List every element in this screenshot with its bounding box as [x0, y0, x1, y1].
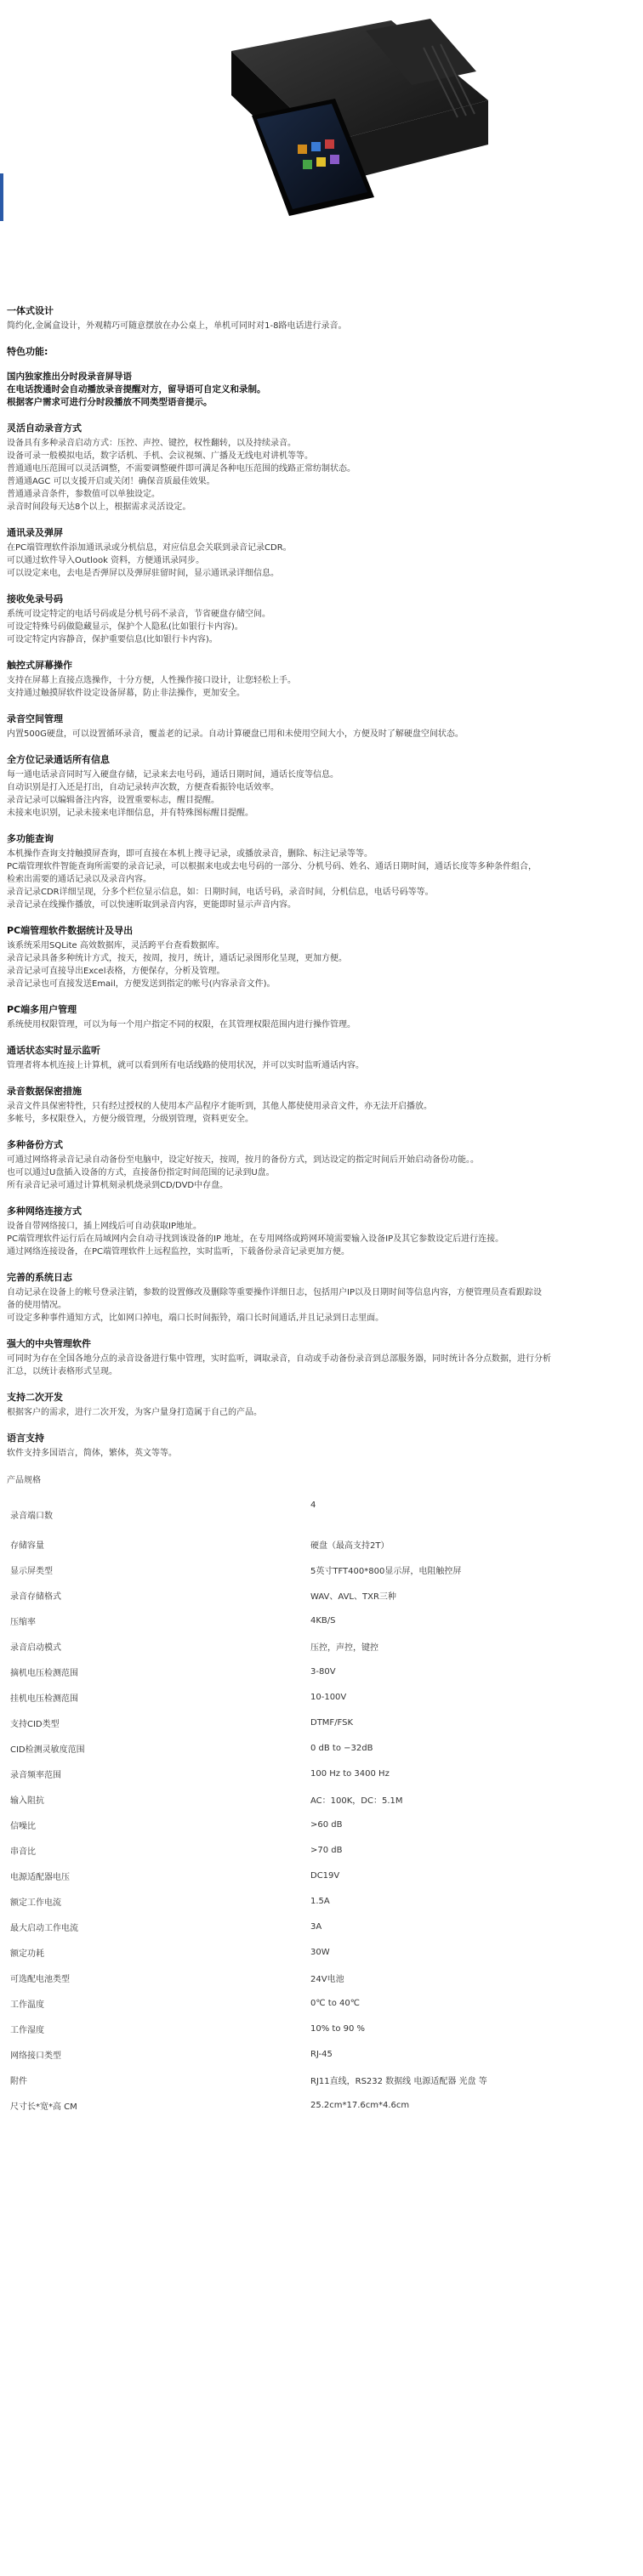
section-line: 根据客户的需求，进行二次开发，为客户量身打造属于自己的产品。: [7, 1408, 262, 1417]
section-line: 录音记录也可直接发送Email，方便发送到指定的帐号(内容录音文件)。: [7, 979, 276, 989]
spec-row: [7, 1497, 638, 1531]
section-line: 软件支持多国语言，简体，繁体，英文等等。: [7, 1449, 177, 1458]
section-line: 录音时间段每天达8个以上，根据需求灵活设定。: [7, 502, 191, 512]
highlight-line: 根据客户需求可进行分时段播放不同类型语音提示。: [7, 397, 213, 407]
spec-row: [7, 1684, 638, 1710]
section-heading: 触控式屏幕操作: [7, 660, 72, 671]
section-heading: 多种备份方式: [7, 1139, 63, 1150]
spec-row: [7, 2092, 638, 2118]
spec-key: 输入阻抗: [10, 1796, 44, 1806]
section-line: 可设定特殊号码做隐藏显示，保护个人隐私(比如银行卡内容)。: [7, 622, 243, 632]
spec-key: 录音启动模式: [10, 1643, 61, 1653]
feature-section: [7, 1337, 638, 1378]
feature-section: [7, 1138, 638, 1192]
spec-key: 存储容量: [10, 1540, 44, 1551]
spec-row: [7, 1735, 638, 1761]
section-line: PC端管理软件智能查询所需要的录音记录，可以根据来电或去电号码的一部分、分机号码、姓名、通话日期时间，通话长度等多种条件组合，: [7, 862, 538, 871]
section-line: 简约化,金属盒设计，外观精巧可随意摆放在办公桌上，单机可同时对1-8路电话进行录音。: [7, 321, 347, 331]
section-heading: PC端管理软件数据统计及导出: [7, 925, 134, 936]
spec-row: [7, 1786, 638, 1812]
spec-key: 附件: [10, 2076, 27, 2086]
highlight-line: 国内独家推出分时段录音屏导语: [7, 372, 132, 382]
section-heading: 语言支持: [7, 1433, 44, 1444]
spec-value: 硬盘（最高支持2T）: [310, 1540, 390, 1551]
spec-row: [7, 1837, 638, 1863]
section-line: 录音记录可直接导出Excel表格，方便保存，分析及管理。: [7, 967, 225, 976]
feature-section: [7, 1391, 638, 1419]
spec-value: AC：100K，DC：5.1M: [310, 1796, 403, 1806]
section-heading: 录音数据保密措施: [7, 1086, 82, 1097]
spec-key: 支持CID类型: [10, 1719, 60, 1729]
section-line: 检索出需要的通话记录以及录音内容。: [7, 875, 151, 884]
feature-section: [7, 345, 638, 358]
section-line: 可以设定来电，去电是否弹屏以及弹屏驻留时间，显示通讯录详细信息。: [7, 569, 279, 578]
spec-value: 100 Hz to 3400 Hz: [310, 1768, 390, 1779]
section-line: 普通通电压范围可以灵活调整，不需要调整硬件即可满足各种电压范围的线路正常纺制状态。: [7, 464, 356, 474]
section-line: 普通通录音条件，参数值可以单独设定。: [7, 490, 160, 499]
section-heading: 接收免录号码: [7, 593, 63, 604]
section-line: 在PC端管理软件添加通讯录或分机信息，对应信息会关联到录音记录CDR。: [7, 543, 292, 553]
section-heading: PC端多用户管理: [7, 1004, 77, 1015]
spec-row: [7, 1863, 638, 1888]
feature-section: [7, 1044, 638, 1072]
section-heading: 通讯录及弹屏: [7, 527, 63, 538]
spec-row: [7, 2016, 638, 2041]
spec-key: 挂机电压检测范围: [10, 1694, 78, 1704]
section-line: 多帐号，多权限登入，方便分级管理，分级别管理，资料更安全。: [7, 1115, 253, 1124]
spec-row: [7, 1990, 638, 2016]
spec-key: 尺寸长*宽*高 CM: [10, 2102, 77, 2112]
section-line: 录音记录CDR详细呈现，分多个栏位显示信息，如：日期时间，电话号码，录音时间，分机信息，电话号码等等。: [7, 888, 434, 897]
spec-key: 网络接口类型: [10, 2051, 61, 2061]
spec-row: [7, 1914, 638, 1939]
spec-value: 30W: [310, 1947, 330, 1957]
spec-value: RJ11直线，RS232 数据线 电源适配器 光盘 等: [310, 2076, 487, 2086]
section-line: 设备自带网络接口，插上网线后可自动获取IP地址。: [7, 1222, 202, 1231]
section-line: 支持在屏幕上直接点选操作，十分方便，人性操作接口设计，让您轻松上手。: [7, 676, 296, 685]
spec-value: 1.5A: [310, 1896, 330, 1906]
spec-key: 最大启动工作电流: [10, 1923, 78, 1933]
feature-section: [7, 1085, 638, 1126]
section-line: 系统使用权限管理，可以为每一个用户指定不同的权限，在其管理权限范围内进行操作管理。: [7, 1020, 356, 1030]
highlight-line: 在电话拨通时会自动播放录音提醒对方，留导语可自定义和录制。: [7, 384, 266, 394]
spec-key: 摘机电压检测范围: [10, 1668, 78, 1678]
spec-key: 工作温度: [10, 2000, 44, 2010]
spec-key: 电源适配器电压: [10, 1872, 70, 1882]
spec-value: 4: [310, 1501, 316, 1510]
section-line: 普通通AGC 可以支援开启或关闭！确保音质最佳效果。: [7, 477, 215, 486]
section-heading: 灵活自动录音方式: [7, 423, 82, 434]
feature-sections: [7, 304, 638, 1460]
section-line: 内置500G硬盘，可以设置循环录音，覆盖老的记录。自动计算硬盘已用和未使用空间大小，方便及时了解硬盘空间状态。: [7, 729, 464, 739]
spec-value: 5英寸TFT400*800显示屏，电阻触控屏: [310, 1566, 462, 1576]
section-line: 自动识别是打入还是打出，自动记录转声次数，方便查看振铃电话效率。: [7, 783, 279, 792]
product-description: [7, 304, 638, 2118]
section-line: 管理者将本机连接上计算机，就可以看到所有电话线路的使用状况，并可以实时监听通话内容。: [7, 1061, 364, 1070]
spec-row: [7, 1557, 638, 1582]
section-heading: 全方位记录通话所有信息: [7, 754, 110, 765]
spec-key: 额定工作电流: [10, 1898, 61, 1908]
section-line: 自动记录在设备上的帐号登录注销，参数的设置修改及删除等重要操作详细日志，包括用户IP以及日期时间等信息内容，方便管理员查看跟踪设: [7, 1288, 542, 1297]
section-line: 也可以通过U盘插入设备的方式，直接备份指定时间范围的记录到U盘。: [7, 1168, 275, 1177]
spec-value: 压控，声控，键控: [310, 1643, 378, 1653]
spec-row: [7, 1812, 638, 1837]
section-heading: 特色功能:: [7, 346, 48, 357]
feature-section: [7, 1003, 638, 1031]
section-line: 设备可录一般模拟电话，数字话机、手机、会议视频、广播及无线电对讲机等等。: [7, 451, 313, 461]
spec-value: 4KB/S: [310, 1615, 336, 1626]
spec-row: [7, 1582, 638, 1608]
spec-value: DC19V: [310, 1870, 340, 1881]
spec-value: 25.2cm*17.6cm*4.6cm: [310, 2100, 410, 2110]
feature-section: [7, 1205, 638, 1258]
section-line: 支持通过触摸屏软件设定设备屏幕，防止非法操作，更加安全。: [7, 689, 245, 698]
section-line: 备的使用情况。: [7, 1301, 66, 1310]
spec-value: 24V电池: [310, 1974, 344, 1984]
specs-title: 产品规格: [7, 1476, 41, 1485]
spec-key: 录音端口数: [10, 1511, 53, 1521]
spec-key: CID检测灵敏度范围: [10, 1745, 85, 1755]
section-line: PC端管理软件运行后在局域网内会自动寻找到该设备的IP 地址，在专用网络或跨网环境需要输入设备IP及其它参数设定后进行连接。: [7, 1234, 504, 1244]
feature-section: [7, 659, 638, 700]
feature-section: [7, 832, 638, 911]
section-heading: 强大的中央管理软件: [7, 1338, 91, 1349]
spec-row: [7, 1608, 638, 1633]
spec-value: >70 dB: [310, 1845, 343, 1855]
spec-key: 串音比: [10, 1847, 36, 1857]
section-line: 未接来电识别，记录未接来电详细信息，并有特殊图标醒目提醒。: [7, 809, 253, 818]
spec-row: [7, 1939, 638, 1965]
spec-value: 3-80V: [310, 1666, 336, 1677]
feature-section: [7, 712, 638, 740]
section-line: 通过网络连接设备，在PC端管理软件上远程监控，实时监听，下载备份录音记录更加方便。: [7, 1247, 350, 1257]
spec-value: 10% to 90 %: [310, 2023, 366, 2034]
spec-key: 录音存储格式: [10, 1592, 61, 1602]
section-line: 该系统采用SQLite 高效数据库，灵活跨平台查看数据库。: [7, 941, 225, 950]
spec-key: 工作湿度: [10, 2025, 44, 2035]
section-line: 本机操作查询支持触摸屏查询，即可直接在本机上搜寻记录，或播放录音，删除、标注记录等等。: [7, 849, 373, 859]
spec-value: 3A: [310, 1921, 322, 1932]
spec-key: 可选配电池类型: [10, 1974, 70, 1984]
spec-value: RJ-45: [310, 2049, 333, 2059]
section-line: 设备具有多种录音启动方式：压控、声控、键控，权性翻转，以及持续录音。: [7, 439, 296, 448]
section-line: 录音文件具保密特性，只有经过授权的人使用本产品程序才能听到，其他人都使使用录音文件，亦无法开启播放。: [7, 1102, 432, 1111]
spec-row: [7, 1710, 638, 1735]
feature-section: [7, 304, 638, 332]
spec-key: 压缩率: [10, 1617, 36, 1627]
spec-table: [7, 1497, 638, 2118]
feature-section: [7, 593, 638, 646]
spec-value: WAV、AVL、TXR三种: [310, 1592, 396, 1602]
section-line: 可同时为存在全国各地分点的录音设备进行集中管理，实时监听，调取录音，自动或手动备份录音到总部服务器，同时统计各分点数据，进行分析: [7, 1354, 551, 1364]
section-line: 汇总，以统计表格形式呈现。: [7, 1367, 117, 1376]
spec-row: [7, 2041, 638, 2067]
feature-section: [7, 1432, 638, 1460]
spec-value: >60 dB: [310, 1819, 343, 1830]
spec-key: 显示屏类型: [10, 1566, 53, 1576]
section-heading: 一体式设计: [7, 305, 54, 316]
section-line: 录音记录在线操作播放，可以快速听取到录音内容，更能即时显示声音内容。: [7, 900, 296, 910]
spec-row: [7, 1659, 638, 1684]
feature-section: [7, 753, 638, 820]
spec-value: 0 dB to −32dB: [310, 1743, 373, 1753]
spec-row: [7, 1965, 638, 1990]
feature-section: [7, 422, 638, 513]
spec-row: [7, 2067, 638, 2092]
section-heading: 通话状态实时显示监听: [7, 1045, 100, 1056]
section-line: 可以通过软件导入Outlook 资料，方便通讯录同步。: [7, 556, 205, 565]
section-line: 可设定特定内容静音，保护重要信息(比如银行卡内容)。: [7, 635, 218, 644]
section-line: 所有录音记录可通过计算机刻录机烧录到CD/DVD中存盘。: [7, 1181, 229, 1190]
spec-row: [7, 1761, 638, 1786]
spec-value: 10-100V: [310, 1692, 347, 1702]
spec-key: 额定功耗: [10, 1949, 44, 1959]
product-image: [0, 0, 643, 281]
spec-value: 0℃ to 40℃: [310, 1998, 360, 2008]
spec-row: [7, 1633, 638, 1659]
section-heading: 多功能查询: [7, 833, 54, 844]
feature-section: [7, 526, 638, 580]
section-line: 可通过网络将录音记录自动备份至电脑中，设定好按天，按周，按月的备份方式，到达设定的指定时间后开始启动备份功能。。: [7, 1155, 479, 1165]
feature-section: [7, 1271, 638, 1325]
spec-value: DTMF/FSK: [310, 1717, 354, 1728]
section-heading: 完善的系统日志: [7, 1272, 72, 1283]
section-line: 可设定多种事件通知方式，比如网口掉电，端口长时间振铃，端口长时间通话,并且记录到日志里面。: [7, 1314, 384, 1323]
spec-key: 录音频率范围: [10, 1770, 61, 1780]
section-heading: 支持二次开发: [7, 1392, 63, 1403]
section-line: 录音记录可以编辑备注内容，设置重要标志，醒目提醒。: [7, 796, 219, 805]
section-heading: 多种网络连接方式: [7, 1206, 82, 1217]
feature-section: [7, 371, 638, 409]
section-line: 系统可设定特定的电话号码或是分机号码不录音，节省硬盘存储空间。: [7, 610, 270, 619]
section-heading: 录音空间管理: [7, 713, 63, 724]
spec-row: [7, 1888, 638, 1914]
section-line: 录音记录具备多种统计方式，按天，按周，按月，统计，通话记录图形化呈现，更加方便。: [7, 954, 347, 963]
feature-section: [7, 924, 638, 990]
section-line: 每一通电话录音同时写入硬盘存储，记录来去电号码，通话日期时间，通话长度等信息。: [7, 770, 339, 780]
spec-key: 信噪比: [10, 1821, 36, 1831]
spec-row: [7, 1531, 638, 1557]
